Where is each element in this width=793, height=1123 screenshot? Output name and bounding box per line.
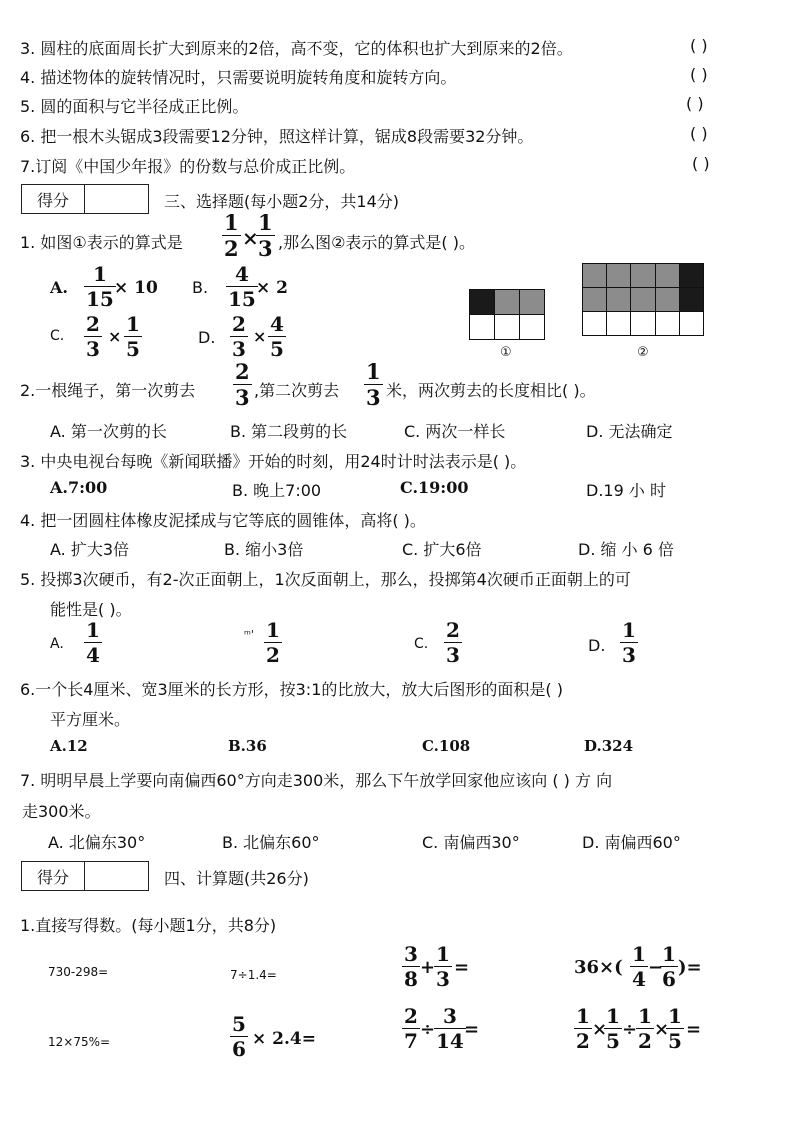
times-sign: × [253, 327, 267, 346]
grid-cell [494, 314, 520, 340]
judgement-item-3: 3. 圆柱的底面周长扩大到原来的2倍，高不变，它的体积也扩大到原来的2倍。 [20, 39, 573, 58]
q1-b-fraction: 4 15 [228, 262, 256, 311]
option-label: C. [50, 328, 65, 344]
answer-paren[interactable]: ( ) [686, 94, 704, 113]
option-label: D. [588, 636, 606, 655]
q4-text: 4. 把一团圆柱体橡皮泥揉成与它等底的圆锥体，高将( )。 [20, 511, 426, 530]
answer-paren[interactable]: ( ) [690, 124, 708, 143]
option: A. 第一次剪的长 [50, 422, 167, 441]
section-title-choice: 三、选择题(每小题2分，共14分) [164, 192, 400, 211]
judgement-item-4: 4. 描述物体的旋转情况时，只需要说明旋转角度和旋转方向。 [20, 68, 457, 87]
grid-cell-gray [494, 289, 520, 315]
option: C.19:00 [400, 478, 469, 497]
score-label: 得分 [22, 862, 85, 890]
q2-text-post: 米，两次剪去的长度相比( )。 [386, 381, 596, 400]
option: C. 南偏西30° [422, 833, 520, 852]
grid-cell-gray [606, 287, 631, 312]
option: D. 无法确定 [586, 422, 673, 441]
option-label: A. [50, 636, 64, 652]
q2-text-pre: 2.一根绳子，第一次剪去 [20, 381, 196, 400]
times-sign: × [242, 226, 259, 250]
q5-b-fraction: 1 2 [266, 618, 280, 667]
grid-cell [630, 311, 655, 336]
calc-e7-fraction-2: 3 14 [436, 1004, 464, 1053]
q2-fraction-2: 1 3 [366, 359, 381, 410]
calc-intro: 1.直接写得数。(每小题1分，共8分) [20, 916, 277, 935]
calc-e3-fraction-2: 1 3 [436, 942, 450, 991]
grid-cell-gray [582, 263, 607, 288]
grid-cell-gray [519, 289, 545, 315]
q3-text: 3. 中央电视台每晚《新闻联播》开始的时刻，用24时计时法表示是( )。 [20, 452, 527, 471]
judgement-item-6: 6. 把一根木头锯成3段需要12分钟，照这样计算，锯成8段需要32分钟。 [20, 127, 534, 146]
grid-cell-gray [655, 287, 680, 312]
score-label: 得分 [22, 185, 85, 213]
option: C. 扩大6倍 [402, 540, 482, 559]
calc-e4-post: )= [678, 957, 702, 978]
grid-cell [655, 311, 680, 336]
q1-c-fraction-2: 1 5 [126, 312, 140, 361]
option: D.324 [584, 737, 634, 755]
q5-d-fraction: 1 3 [622, 618, 636, 667]
option-label: D. [198, 328, 216, 347]
grid-cell [606, 311, 631, 336]
calc-e6-fraction: 5 6 [232, 1012, 246, 1061]
score-box[interactable] [21, 184, 149, 214]
grid-cell [679, 311, 704, 336]
option: B. 北偏东60° [222, 833, 320, 852]
q7-text-line1: 7. 明明早晨上学要向南偏西60°方向走300米，那么下午放学回家他应该向 ( ) 方 向 [20, 771, 613, 790]
option: A.12 [50, 737, 88, 755]
q1-a-rest: × 10 [114, 278, 158, 298]
calc-e8-fraction-2: 1 5 [606, 1004, 620, 1053]
q1-text-pre: 1. 如图①表示的算式是 [20, 233, 183, 252]
q5-text-line1: 5. 投掷3次硬币，有2-次正面朝上，1次反面朝上，那么，投掷第4次硬币正面朝上的可 [20, 570, 631, 589]
answer-paren[interactable]: ( ) [692, 154, 710, 173]
answer-paren[interactable]: ( ) [690, 65, 708, 84]
calc-e4-fraction-1: 1 4 [632, 942, 646, 991]
option: D.19 小 时 [586, 481, 666, 500]
q5-c-fraction: 2 3 [446, 618, 460, 667]
calc-e6-rest: × 2.4= [252, 1029, 316, 1049]
grid-cell [582, 311, 607, 336]
figure-2-label: ② [637, 345, 649, 360]
divide-sign: ÷ [420, 1019, 436, 1040]
q1-fraction-2: 1 3 [258, 210, 273, 261]
q1-text-post: ,那么图②表示的算式是( )。 [278, 233, 476, 252]
equals-sign: = [464, 1019, 480, 1040]
q2-text-mid: ,第二次剪去 [254, 381, 340, 400]
plus-sign: + [420, 957, 436, 978]
option: A. 扩大3倍 [50, 540, 130, 559]
times-sign: × [592, 1019, 608, 1040]
grid-cell-shaded [679, 287, 704, 312]
grid-cell-shaded [469, 289, 495, 315]
grid-cell-shaded [679, 263, 704, 288]
grid-cell [469, 314, 495, 340]
grid-cell-gray [655, 263, 680, 288]
option: B.36 [228, 737, 267, 755]
calc-e4-pre: 36×( [574, 957, 623, 978]
calc-e8-fraction-3: 1 2 [638, 1004, 652, 1053]
q7-text-line2: 走300米。 [22, 802, 101, 821]
q1-b-rest: × 2 [256, 278, 288, 298]
option: B. 第二段剪的长 [230, 422, 348, 441]
grid-cell-gray [606, 263, 631, 288]
calc-expr-5: 12×75%= [48, 1035, 111, 1049]
score-box[interactable] [21, 861, 149, 891]
option-label: ᵐ' [244, 628, 254, 641]
equals-sign: = [454, 957, 470, 978]
calc-e8-fraction-4: 1 5 [668, 1004, 682, 1053]
grid-cell [519, 314, 545, 340]
option: B. 晚上7:00 [232, 481, 322, 500]
q1-fraction-1: 1 2 [224, 210, 239, 261]
grid-cell-gray [630, 263, 655, 288]
q6-text-line2: 平方厘米。 [50, 710, 131, 729]
q1-a-fraction: 1 15 [86, 262, 114, 311]
calc-e4-fraction-2: 1 6 [662, 942, 676, 991]
option: D. 南偏西60° [582, 833, 681, 852]
section-title-calc: 四、计算题(共26分) [164, 869, 309, 888]
option: A. 北偏东30° [48, 833, 146, 852]
q1-d-fraction-2: 4 5 [270, 312, 284, 361]
figure-1-label: ① [500, 345, 512, 360]
judgement-item-7: 7.订阅《中国少年报》的份数与总价成正比例。 [20, 157, 356, 176]
calc-e3-fraction-1: 3 8 [404, 942, 418, 991]
judgement-item-5: 5. 圆的面积与它半径成正比例。 [20, 97, 249, 116]
option: A.7:00 [50, 478, 108, 497]
q5-text-line2: 能性是( )。 [50, 600, 132, 619]
q2-fraction-1: 2 3 [235, 359, 250, 410]
divide-sign: ÷ [622, 1019, 638, 1040]
q1-d-fraction-1: 2 3 [232, 312, 246, 361]
minus-sign: − [648, 957, 664, 978]
option-label: C. [414, 636, 429, 652]
calc-expr-2: 7÷1.4= [230, 968, 277, 982]
grid-cell-gray [630, 287, 655, 312]
calc-e8-fraction-1: 1 2 [576, 1004, 590, 1053]
grid-cell-gray [582, 287, 607, 312]
q1-c-fraction-1: 2 3 [86, 312, 100, 361]
answer-paren[interactable]: ( ) [690, 36, 708, 55]
option-label: A. [50, 278, 68, 297]
option: C.108 [422, 737, 471, 755]
q5-a-fraction: 1 4 [86, 618, 100, 667]
times-sign: × [654, 1019, 670, 1040]
q6-text-line1: 6.一个长4厘米、宽3厘米的长方形，按3:1的比放大，放大后图形的面积是( ) [20, 680, 563, 699]
calc-e7-fraction-1: 2 7 [404, 1004, 418, 1053]
option: C. 两次一样长 [404, 422, 506, 441]
times-sign: × [108, 327, 122, 346]
option: D. 缩 小 6 倍 [578, 540, 674, 559]
option: B. 缩小3倍 [224, 540, 304, 559]
equals-sign: = [686, 1019, 702, 1040]
option-label: B. [192, 278, 209, 297]
calc-expr-1: 730-298= [48, 965, 109, 979]
